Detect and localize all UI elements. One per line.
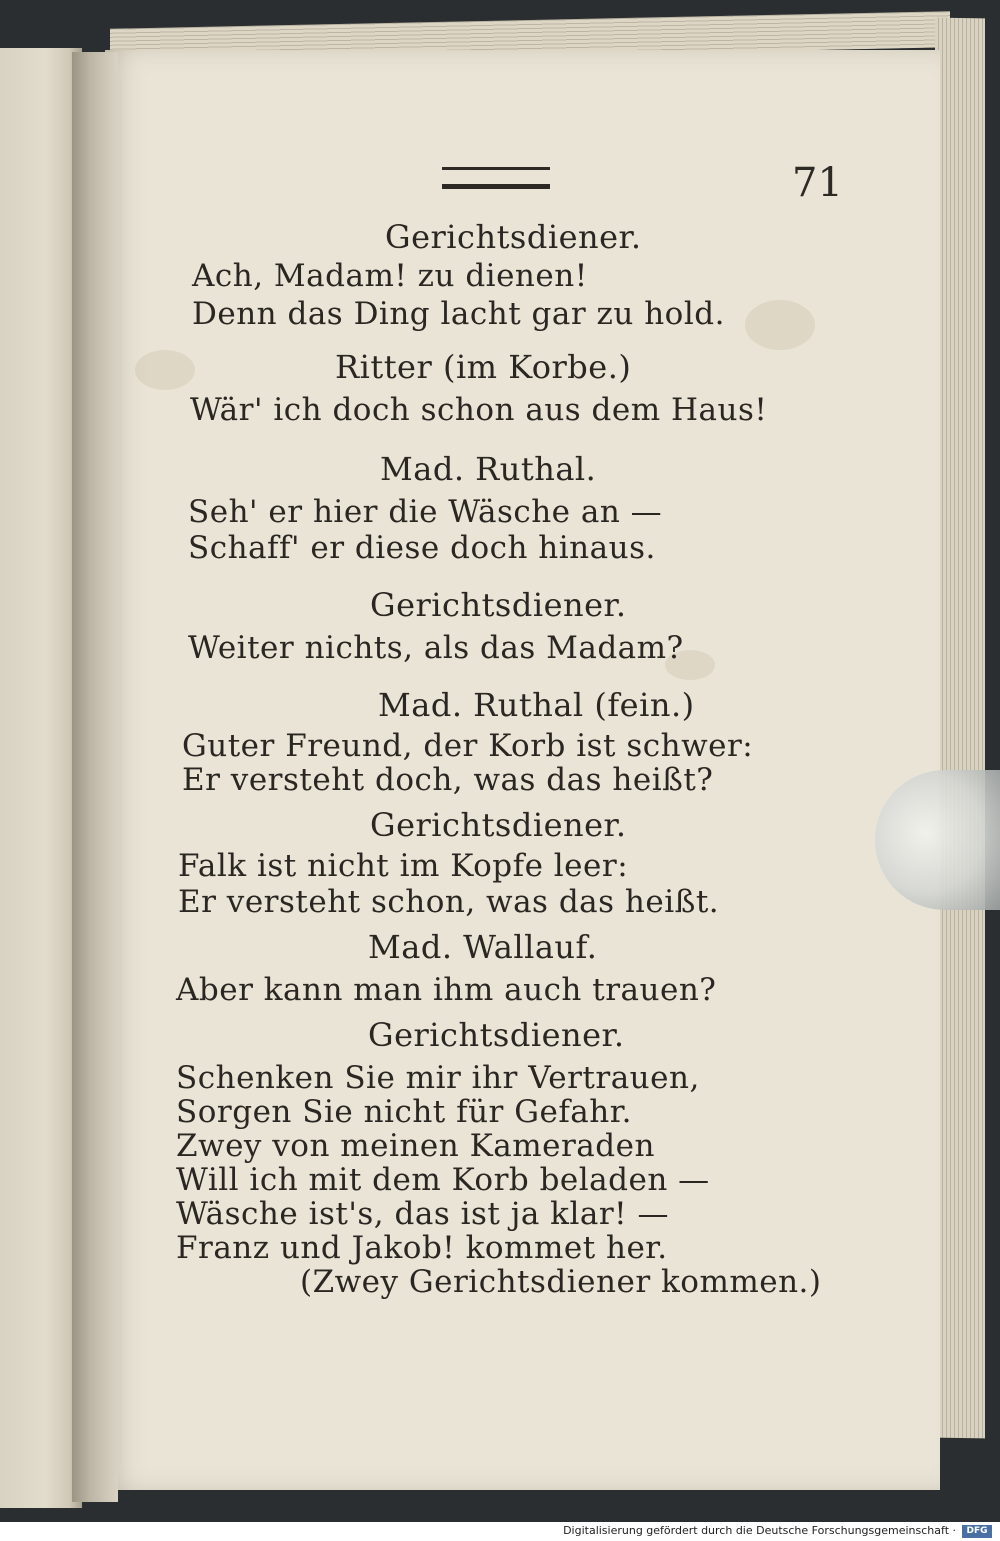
verse-line: Er versteht schon, was das heißt.	[178, 884, 720, 920]
verse-line: Franz und Jakob! kommet her.	[176, 1230, 668, 1266]
verse-line: Er versteht doch, was das heißt?	[182, 762, 714, 798]
dfg-logo-icon: DFG	[962, 1525, 992, 1538]
speaker-heading: Gerichtsdiener.	[368, 1016, 625, 1054]
speaker-heading: Gerichtsdiener.	[370, 586, 627, 624]
stain	[745, 300, 815, 350]
verse-line: Sorgen Sie nicht für Gefahr.	[176, 1094, 633, 1130]
verse-line: Ach, Madam! zu dienen!	[192, 258, 588, 294]
page-number: 71	[792, 160, 843, 206]
verse-line: Aber kann man ihm auch trauen?	[176, 972, 717, 1008]
header-rule	[442, 167, 550, 189]
footer-bar	[0, 1522, 1000, 1541]
speaker-heading: Mad. Wallauf.	[368, 928, 598, 966]
funding-credit: Digitalisierung gefördert durch die Deutsche Forschungsgemeinschaft ·	[563, 1524, 956, 1537]
verse-line: Will ich mit dem Korb beladen —	[176, 1162, 710, 1198]
verse-line: Wäsche ist's, das ist ja klar! —	[176, 1196, 669, 1232]
speaker-heading: Ritter (im Korbe.)	[335, 348, 632, 386]
speaker-heading: Mad. Ruthal.	[380, 450, 597, 488]
left-page	[0, 48, 82, 1508]
verse-line: Weiter nichts, als das Madam?	[188, 630, 684, 666]
right-page-edges	[935, 18, 985, 1439]
verse-line: Denn das Ding lacht gar zu hold.	[192, 296, 725, 332]
verse-line: Seh' er hier die Wäsche an —	[188, 494, 663, 530]
stain	[135, 350, 195, 390]
stage-direction: (Zwey Gerichtsdiener kommen.)	[300, 1264, 822, 1300]
speaker-heading: Gerichtsdiener.	[370, 806, 627, 844]
verse-line: Guter Freund, der Korb ist schwer:	[182, 728, 754, 764]
verse-line: Zwey von meinen Kameraden	[176, 1128, 655, 1164]
verse-line: Falk ist nicht im Kopfe leer:	[178, 848, 629, 884]
verse-line: Wär' ich doch schon aus dem Haus!	[190, 392, 768, 428]
verse-line: Schenken Sie mir ihr Vertrauen,	[176, 1060, 700, 1096]
speaker-heading: Gerichtsdiener.	[385, 218, 642, 256]
speaker-heading: Mad. Ruthal (fein.)	[378, 686, 695, 724]
verse-line: Schaff' er diese doch hinaus.	[188, 530, 656, 566]
book-gutter	[72, 52, 118, 1502]
